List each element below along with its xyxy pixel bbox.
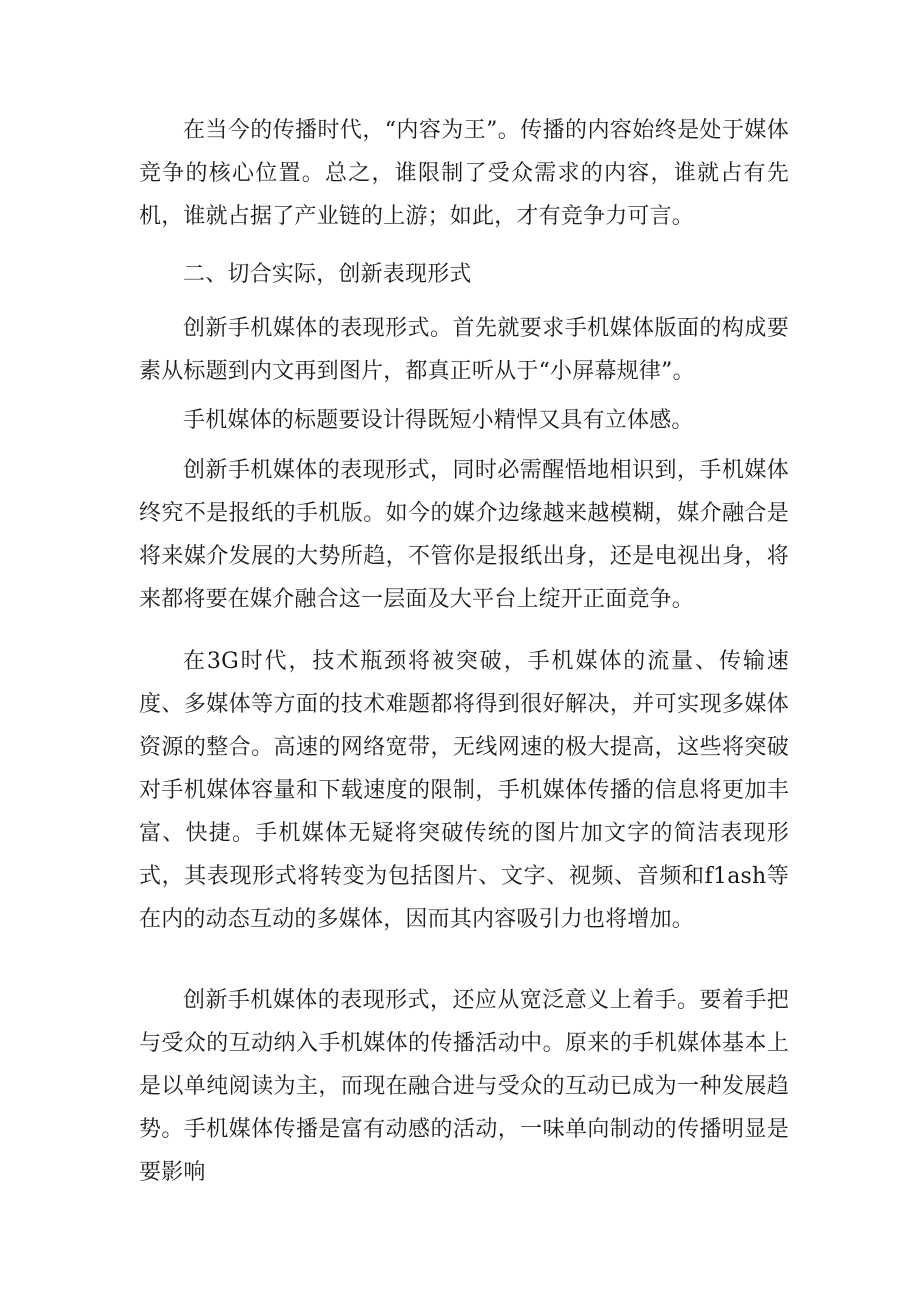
paragraph-3g-era: 在3G时代，技术瓶颈将被突破，手机媒体的流量、传输速度、多媒体等方面的技术难题都将得到很好解决，并可实现多媒体资源的整合。高速的网络宽带，无线网速的极大提高，这些将突破对手机媒体容量和下载速度的限制，手机媒体传播的信息将更加丰富、快捷。手机媒体无疑将突破传统的图片加文字的简洁表现形式，其表现形式将转变为包括图片、文字、视频、音频和f1ash等在内的动态互动的多媒体，因而其内容吸引力也将增加。	[139, 649, 789, 932]
paragraph-headline-design: 手机媒体的标题要设计得既短小精悍又具有立体感。	[183, 408, 694, 433]
paragraph-media-convergence: 创新手机媒体的表现形式，同时必需醒悟地相识到，手机媒体终究不是报纸的手机版。如今的媒介边缘越来越模糊，媒介融合是将来媒介发展的大势所趋，不管你是报纸出身，还是电视出身，将来都将要在媒介融合这一层面及大平台上绽开正面竞争。	[139, 458, 789, 612]
paragraph-audience-interaction: 创新手机媒体的表现形式，还应从宽泛意义上着手。要着手把与受众的互动纳入手机媒体的传播活动中。原来的手机媒体基本上是以单纯阅读为主，而现在融合进与受众的互动已成为一种发展趋势。手机媒体传播是富有动感的活动，一味单向制动的传播明显是要影响	[139, 988, 789, 1185]
section-heading-2: 二、切合实际，创新表现形式	[183, 262, 472, 287]
paragraph-small-screen-rule: 创新手机媒体的表现形式。首先就要求手机媒体版面的构成要素从标题到内文再到图片，都真正听从于“小屏幕规律”。	[139, 316, 789, 384]
paragraph-content-is-king: 在当今的传播时代，“内容为王”。传播的内容始终是处于媒体竞争的核心位置。总之，谁限制了受众需求的内容，谁就占有先机，谁就占据了产业链的上游；如此，才有竞争力可言。	[139, 118, 789, 229]
